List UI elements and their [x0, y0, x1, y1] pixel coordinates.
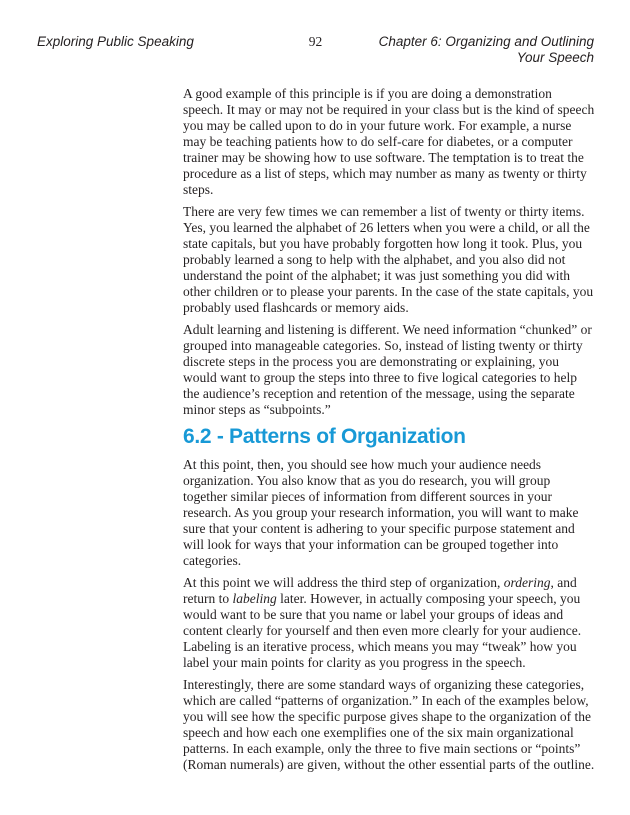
text-run: later. However, in actually composing your speech, you would want to be sure that you name or label your groups of ideas and content clearly for yourself and then even more clearly for your audience. Labeling is an iterative process, which means you may “tweak” how you label your main points for clarity as you progress in the speech. — [183, 591, 582, 670]
chapter-title: Chapter 6: Organizing and Outlining Your Speech — [378, 34, 594, 65]
italic-term-labeling: labeling — [232, 591, 277, 606]
paragraph-demonstration-example: A good example of this principle is if you are doing a demonstration speech. It may or may not be required in your class but is the kind of speech you may be called upon to do in your future work. For example, a nurse may be teaching patients how to do self-care for diabetes, or a computer trainer may be showing how to use software. The temptation is to treat the procedure as a list of steps, which may number as many as twenty or thirty steps. — [183, 86, 595, 197]
text-run: , and return to — [183, 575, 577, 606]
header-right — [322, 34, 594, 66]
paragraph-adult-learning-chunking: Adult learning and listening is different. We need information “chunked” or grouped into manageable categories. So, instead of listing twenty or thirty discrete steps in the process you are demonstrating or explaining, you would want to group the steps into three to five logical categories to help the audience’s reception and retention of the message, using the separate minor steps as “subpoints.” — [183, 322, 592, 417]
italic-term-ordering: ordering — [503, 575, 551, 590]
section-heading-6-2-patterns-of-organization: 6.2 - Patterns of Organization — [183, 425, 466, 448]
paragraph-grouping-research: At this point, then, you should see how much your audience needs organization. You also know that as you do research, you will group together similar pieces of information from different sources in your research. As you group your research information, you will want to make sure that your content is adhering to your specific purpose statement and will look for ways that your information can be grouped together into categories. — [183, 457, 579, 568]
text-run: At this point we will address the third step of organization, — [183, 575, 504, 590]
paragraph-patterns-intro: Interestingly, there are some standard ways of organizing these categories, which are called “patterns of organization.” In each of the examples below, you will see how the specific purpose gives shape to the organization of the speech and how each one exemplifies one of the six main organizational patterns. In each example, only the three to five main sections or “points” (Roman numerals) are given, without the other essential parts of the outline. — [183, 677, 595, 772]
paragraph-ordering-and-labeling — [183, 575, 595, 671]
page-number: 92 — [308, 34, 323, 49]
body-text-column — [183, 86, 595, 773]
paragraph-remembering-lists: There are very few times we can remember a list of twenty or thirty items. Yes, you learned the alphabet of 26 letters when you were a child, or all the state capitals, but you have probably forgotten how long it took. Plus, you probably learned a song to help with the alphabet, and you also did not understand the point of the alphabet; it was just something you did with other children or to please your parents. In the case of the state capitals, you probably used flashcards or memory aids. — [183, 204, 594, 315]
book-title: Exploring Public Speaking — [37, 34, 194, 49]
page-header — [0, 34, 630, 66]
